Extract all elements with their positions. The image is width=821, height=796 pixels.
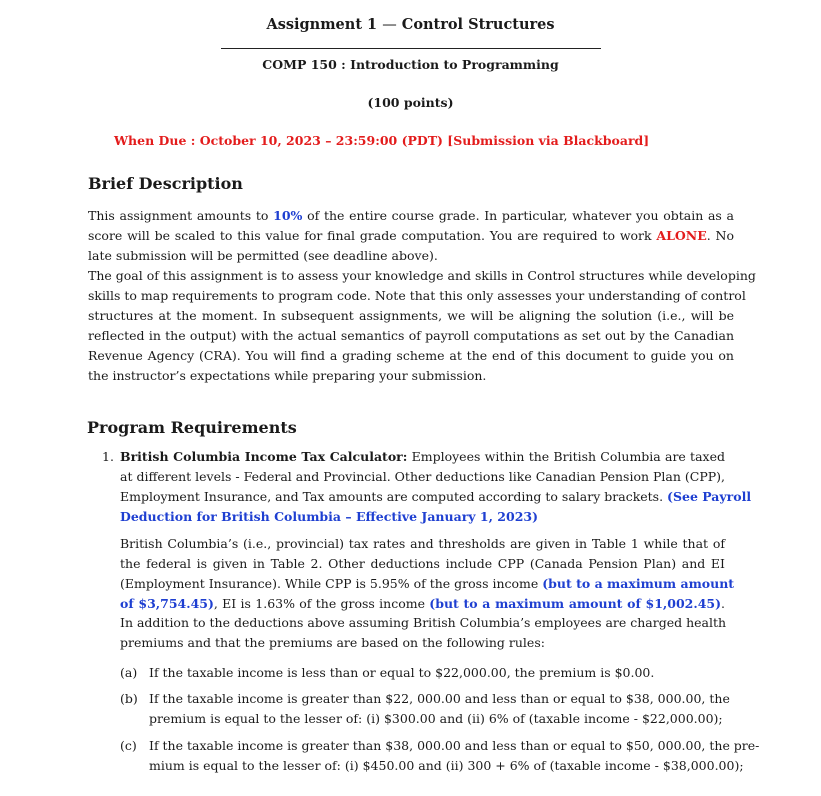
text: This assignment amounts to <box>88 208 274 223</box>
text-line: If the taxable income is greater than $38, 000.00 and less than or equal to $50, 000.00, the pre- <box>149 738 760 753</box>
text-line: The goal of this assignment is to assess your knowledge and skills in Control structures while developing <box>88 268 756 283</box>
text-line: British Columbia’s (i.e., provincial) tax rates and thresholds are given in Table 1 while that of <box>120 536 725 551</box>
list-number: 1. <box>102 449 114 464</box>
text-line: mium is equal to the lesser of: (i) $450.00 and (ii) 300 + 6% of (taxable income - $38,000.00); <box>149 758 744 773</box>
payroll-deduction-link[interactable]: (See Payroll <box>667 489 752 504</box>
text-line: skills to map requirements to program code. Note that this only assesses your understanding of control <box>88 288 746 303</box>
text-line: structures at the moment. In subsequent assignments, we will be aligning the solution (i.e., will be <box>88 308 734 323</box>
health-premiums-paragraph <box>120 613 725 653</box>
text-line <box>120 594 725 614</box>
text-line <box>120 447 725 467</box>
rule-label: (c) <box>120 738 137 753</box>
text: Employees within the British Columbia are taxed <box>407 449 725 464</box>
requirement-item-1 <box>120 447 752 527</box>
program-requirements-heading: Program Requirements <box>87 418 297 437</box>
text-line: the instructor’s expectations while preparing your submission. <box>88 368 487 383</box>
due-date: When Due : October 10, 2023 – 23:59:00 (PDT) [Submission via Blackboard] <box>114 133 650 148</box>
title-separator: — <box>382 17 397 33</box>
rule-label: (a) <box>120 665 138 680</box>
assignment-title <box>0 16 821 33</box>
text-line <box>88 226 734 246</box>
text-line: Revenue Agency (CRA). You will find a grading scheme at the end of this document to guide you on <box>88 348 734 363</box>
alone-emphasis: ALONE <box>656 228 707 243</box>
brief-paragraph-1 <box>88 206 734 266</box>
text: score will be scaled to this value for final grade computation. You are required to work <box>88 228 657 243</box>
brief-paragraph-2 <box>88 266 756 386</box>
text-line: at different levels - Federal and Provincial. Other deductions like Canadian Pension Plan (CPP), <box>120 469 725 484</box>
text-line <box>120 507 725 527</box>
text-line: In addition to the deductions above assuming British Columbia’s employees are charged health <box>120 615 727 630</box>
text-line: premium is equal to the lesser of: (i) $300.00 and (ii) 6% of (taxable income - $22,000.00); <box>149 711 723 726</box>
payroll-deduction-link[interactable]: Deduction for British Columbia – Effective January 1, 2023) <box>120 509 539 524</box>
cpp-max-note: of $3,754.45) <box>120 596 214 611</box>
text: , EI is 1.63% of the gross income <box>213 596 430 611</box>
text-line <box>88 206 734 226</box>
text: of the entire course grade. In particular, whatever you obtain as a <box>302 208 734 223</box>
text-line: late submission will be permitted (see deadline above). <box>88 248 438 263</box>
text-line: If the taxable income is less than or equal to $22,000.00, the premium is $0.00. <box>149 665 655 680</box>
title-part-1: Assignment 1 <box>266 16 378 33</box>
text: . <box>721 596 726 611</box>
text: . No <box>706 228 734 243</box>
text: Employment Insurance, and Tax amounts are computed according to salary brackets. <box>120 489 668 504</box>
text-line: premiums and that the premiums are based on the following rules: <box>120 635 545 650</box>
rule-text <box>149 736 760 776</box>
rule-text <box>149 663 727 683</box>
text-line <box>120 574 735 594</box>
title-part-2: Control Structures <box>401 16 555 33</box>
item-title: British Columbia Income Tax Calculator: <box>120 449 408 464</box>
text: (Employment Insurance). While CPP is 5.95% of the gross income <box>120 576 543 591</box>
text-line: the federal is given in Table 2. Other deductions include CPP (Canada Pension Plan) and EI <box>120 556 725 571</box>
points-label: (100 points) <box>367 95 454 110</box>
title-rule <box>221 48 601 49</box>
grade-weight: 10% <box>273 208 303 223</box>
text-line <box>120 487 752 507</box>
text-line: If the taxable income is greater than $22, 000.00 and less than or equal to $38, 000.00, the <box>149 691 730 706</box>
rule-label: (b) <box>120 691 138 706</box>
brief-description-heading: Brief Description <box>88 174 243 193</box>
ei-max-note: (but to a maximum amount of $1,002.45) <box>429 596 722 611</box>
rule-text <box>149 689 730 729</box>
cpp-max-note: (but to a maximum amount <box>542 576 735 591</box>
text-line: reflected in the output) with the actual semantics of payroll computations as set out by the Canadian <box>88 328 734 343</box>
course-name: COMP 150 : Introduction to Programming <box>262 57 559 72</box>
tax-rates-paragraph <box>120 534 735 614</box>
